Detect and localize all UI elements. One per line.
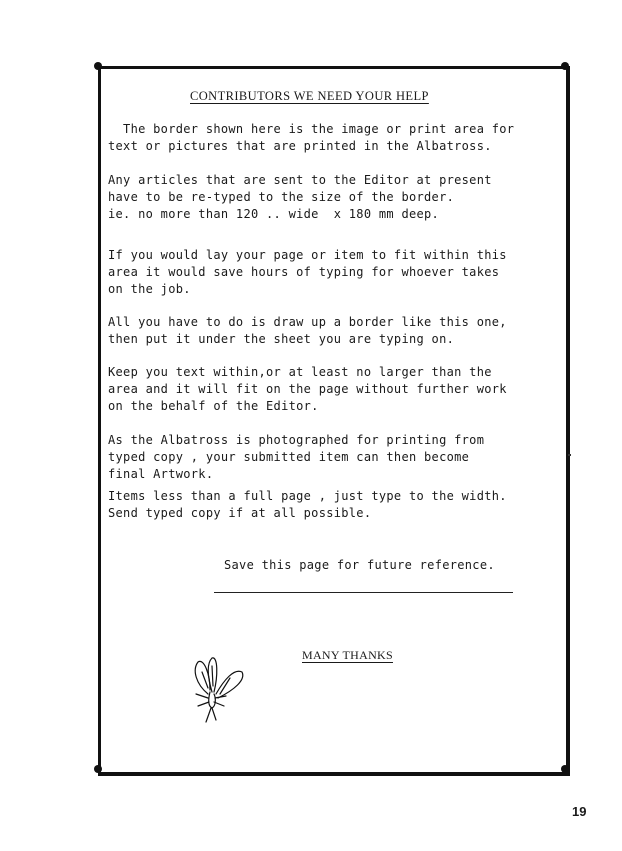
page-number: 19 bbox=[572, 804, 587, 819]
paragraph-short-items: Items less than a full page , just type to the width. Send typed copy if at all possible. bbox=[108, 489, 507, 520]
page-heading: CONTRIBUTORS WE NEED YOUR HELP bbox=[190, 89, 429, 103]
save-note: Save this page for future reference. bbox=[224, 558, 495, 572]
paragraph-retyping: Any articles that are sent to the Editor at present have to be re-typed to the size of the border. ie. no more than 120 .. wide x 180 mm deep. bbox=[108, 173, 492, 221]
insect-drawing bbox=[186, 654, 250, 726]
paragraph-draw-border: All you have to do is draw up a border like this one, then put it under the sheet you are typing on. bbox=[108, 315, 507, 346]
paragraph-photographed: As the Albatross is photographed for printing from typed copy , your submitted item can then become final Artwork. bbox=[108, 433, 485, 481]
paragraph-border-intro: The border shown here is the image or print area for text or pictures that are printed in the Albatross. bbox=[108, 122, 515, 153]
paragraph-keep-within: Keep you text within,or at least no larger than the area and it will fit on the page without further work on the behalf of the Editor. bbox=[108, 365, 507, 413]
thanks-text: MANY THANKS bbox=[302, 648, 393, 662]
divider-line bbox=[214, 592, 513, 593]
paragraph-layout-request: If you would lay your page or item to fit within this area it would save hours of typing for whoever takes on the job. bbox=[108, 248, 507, 296]
margin-mark bbox=[568, 454, 571, 456]
